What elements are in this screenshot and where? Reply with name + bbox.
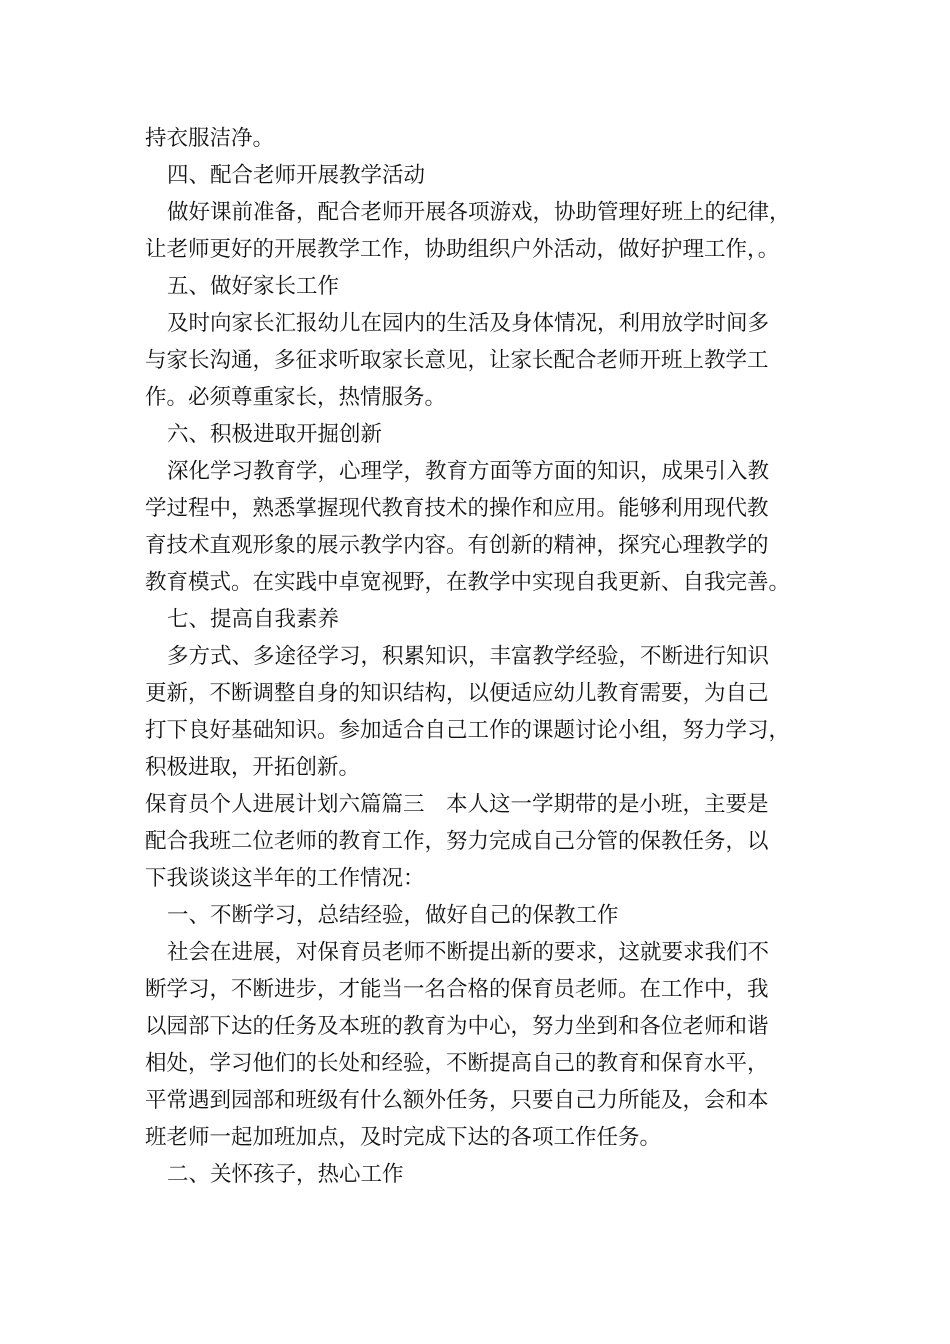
- section-heading: 五、做好家长工作: [167, 274, 340, 299]
- text-line: 社会在进展，对保育员老师不断提出新的要求，这就要求我们不: [167, 940, 770, 965]
- text-line: 相处，学习他们的长处和经验，不断提高自己的教育和保育水平，: [145, 1051, 769, 1076]
- text-line: 教育模式。在实践中卓宽视野，在教学中实现自我更新、自我完善。: [145, 570, 791, 595]
- text-line: 让老师更好的开展教学工作，协助组织户外活动，做好护理工作，。: [145, 237, 780, 262]
- text-line: 以园部下达的任务及本班的教育为中心，努力坐到和各位老师和谐: [145, 1014, 769, 1039]
- text-line: 作。必须尊重家长，热情服务。: [145, 385, 447, 410]
- text-line: 下我谈谈这半年的工作情况：: [145, 866, 425, 891]
- text-line: 育技术直观形象的展示教学内容。有创新的精神，探究心理教学的: [145, 533, 769, 558]
- section-heading: 四、配合老师开展教学活动: [167, 163, 426, 188]
- text-line: 学过程中，熟悉掌握现代教育技术的操作和应用。能够利用现代教: [145, 496, 769, 521]
- text-line: 积极进取，开拓创新。: [145, 755, 361, 780]
- text-line: 多方式、多途径学习，积累知识，丰富教学经验，不断进行知识: [167, 644, 770, 669]
- text-line: 及时向家长汇报幼儿在园内的生活及身体情况，利用放学时间多: [167, 311, 770, 336]
- text-line: 持衣服洁净。: [145, 126, 275, 151]
- text-line: 打下良好基础知识。参加适合自己工作的课题讨论小组，努力学习，: [145, 718, 791, 743]
- section-heading: 一、不断学习，总结经验，做好自己的保教工作: [167, 903, 619, 928]
- text-line: 深化学习教育学，心理学，教育方面等方面的知识，成果引入教: [167, 459, 770, 484]
- text-line: 更新，不断调整自身的知识结构，以便适应幼儿教育需要，为自己: [145, 681, 769, 706]
- section-heading: 二、关怀孩子，热心工作: [167, 1162, 404, 1187]
- text-line: 断学习，不断进步，才能当一名合格的保育员老师。在工作中，我: [145, 977, 769, 1002]
- text-line: 与家长沟通，多征求听取家长意见，让家长配合老师开班上教学工: [145, 348, 769, 373]
- section-heading: 七、提高自我素养: [167, 607, 340, 632]
- text-line: 平常遇到园部和班级有什么额外任务，只要自己力所能及，会和本: [145, 1088, 769, 1113]
- text-line: 配合我班二位老师的教育工作，努力完成自己分管的保教任务，以: [145, 829, 769, 854]
- document-body: [145, 120, 835, 1193]
- section-heading: 六、积极进取开掘创新: [167, 422, 383, 447]
- text-line: 做好课前准备，配合老师开展各项游戏，协助管理好班上的纪律，: [167, 200, 791, 225]
- text-line: 保育员个人进展计划六篇篇三 本人这一学期带的是小班，主要是: [145, 792, 769, 817]
- text-line: 班老师一起加班加点，及时完成下达的各项工作任务。: [145, 1125, 662, 1150]
